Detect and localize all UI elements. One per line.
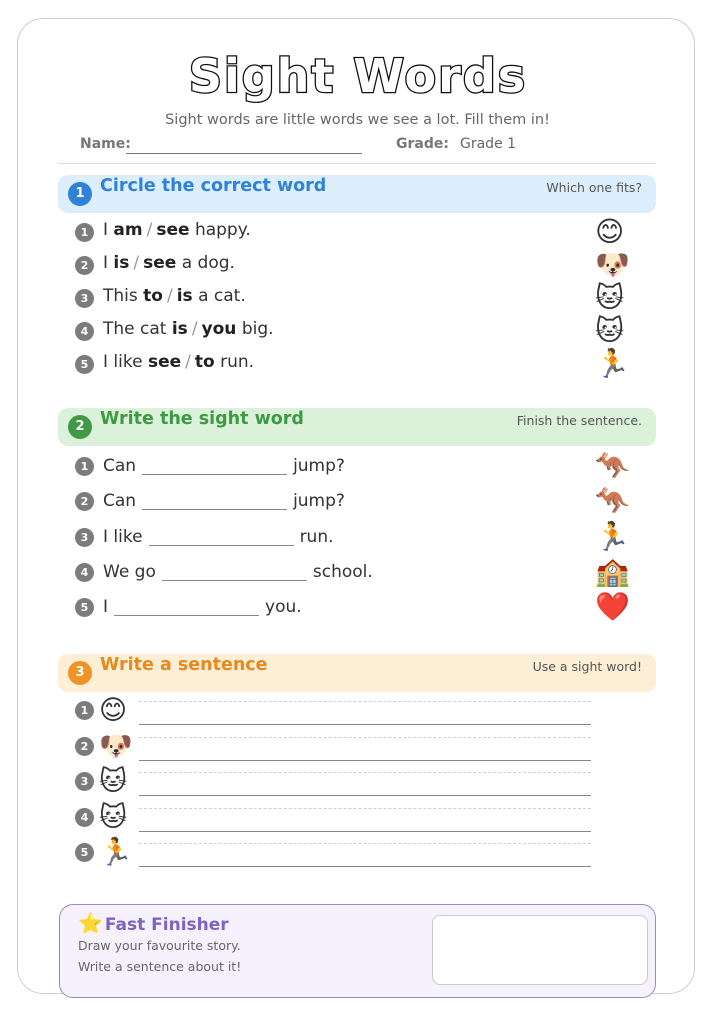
section-hint: Which one fits? [546, 180, 642, 195]
sentence-end: school. [312, 562, 373, 582]
section-number: 2 [68, 415, 92, 439]
sentence-start: I [103, 597, 109, 617]
sentence-start: I [103, 253, 109, 273]
item-sentence [103, 525, 334, 547]
sentence-item [75, 768, 595, 802]
item-number: 1 [75, 701, 94, 720]
answer-blank[interactable] [142, 454, 287, 475]
section-title: Circle the correct word [100, 176, 327, 196]
smiling-face-icon: 😊 [595, 215, 625, 248]
item-sentence [103, 319, 274, 339]
item-sentence [103, 560, 373, 582]
section-hint: Finish the sentence. [516, 413, 642, 428]
kangaroo-icon: 🦘 [595, 484, 630, 517]
cat-face-icon: 🐱 [99, 766, 128, 797]
item-number: 2 [75, 492, 94, 511]
name-field[interactable] [126, 153, 362, 154]
dog-face-icon: 🐶 [595, 248, 630, 281]
section-number: 1 [68, 182, 92, 206]
star-icon: ⭐ [78, 911, 103, 935]
circle-item [75, 281, 635, 314]
fill-in-item [75, 555, 635, 588]
circle-item [75, 314, 635, 347]
fast-finisher-instruction-1: Draw your favourite story. [78, 938, 241, 953]
circle-item [75, 215, 635, 248]
item-sentence [103, 352, 254, 372]
page-title-text: Sight Words [188, 49, 527, 103]
fill-in-item [75, 520, 635, 553]
item-number: 1 [75, 457, 94, 476]
section-2-header [58, 408, 656, 446]
sentence-end: run. [220, 352, 255, 372]
item-sentence [103, 286, 246, 306]
item-number: 4 [75, 563, 94, 582]
option-separator: / [166, 286, 173, 306]
sentence-start: Can [103, 491, 137, 511]
item-number: 4 [75, 808, 94, 827]
option-separator: / [191, 319, 198, 339]
item-sentence [103, 220, 251, 240]
cat-face-icon: 🐱 [595, 314, 625, 347]
sentence-start: I [103, 220, 109, 240]
dog-face-icon: 🐶 [99, 731, 133, 762]
writing-lines[interactable] [139, 808, 591, 832]
sentence-start: We go [103, 562, 156, 582]
student-info-row [80, 136, 640, 158]
school-icon: 🏫 [595, 555, 630, 588]
sentence-start: I like [103, 352, 143, 372]
sentence-item [75, 804, 595, 838]
answer-blank[interactable] [149, 525, 294, 546]
sentence-start: Can [103, 456, 137, 476]
section-hint: Use a sight word! [532, 659, 642, 674]
sentence-item [75, 697, 595, 731]
cat-face-icon: 🐱 [99, 802, 128, 833]
word-option-2[interactable]: to [194, 352, 215, 372]
item-number: 2 [75, 256, 94, 275]
circle-item [75, 347, 635, 380]
word-option-2[interactable]: you [201, 319, 237, 339]
sentence-end: jump? [293, 491, 345, 511]
sentence-start: The cat [103, 319, 167, 339]
item-number: 5 [75, 843, 94, 862]
item-sentence [103, 253, 235, 273]
option-separator: / [185, 352, 191, 372]
sentence-start: I like [103, 527, 143, 547]
header-divider [58, 163, 656, 164]
sentence-item [75, 839, 595, 873]
word-option-1[interactable]: is [113, 253, 130, 273]
sentence-end: you. [265, 597, 302, 617]
sentence-end: big. [241, 319, 274, 339]
sentence-end: a dog. [181, 253, 235, 273]
item-sentence [103, 454, 345, 476]
section-title: Write a sentence [100, 655, 268, 675]
page-title [0, 38, 715, 110]
answer-blank[interactable] [114, 595, 259, 616]
grade-label: Grade: [396, 136, 449, 152]
writing-lines[interactable] [139, 701, 591, 725]
item-number: 3 [75, 289, 94, 308]
word-option-1[interactable]: is [171, 319, 188, 339]
item-number: 1 [75, 223, 94, 242]
item-number: 5 [75, 598, 94, 617]
kangaroo-icon: 🦘 [595, 449, 630, 482]
writing-lines[interactable] [139, 772, 591, 796]
item-number: 3 [75, 772, 94, 791]
grade-value: Grade 1 [460, 136, 517, 152]
word-option-2[interactable]: is [176, 286, 193, 306]
heart-icon: ❤️ [595, 590, 630, 623]
runner-icon: 🏃 [99, 837, 133, 868]
item-number: 4 [75, 322, 94, 341]
fill-in-item [75, 484, 635, 517]
item-number: 5 [75, 355, 94, 374]
runner-icon: 🏃 [595, 347, 630, 380]
fill-in-item [75, 449, 635, 482]
sentence-start: This [103, 286, 138, 306]
section-3-header [58, 654, 656, 692]
fast-finisher-instruction-2: Write a sentence about it! [78, 959, 242, 974]
option-separator: / [133, 253, 140, 273]
name-label: Name: [80, 136, 131, 152]
page-title-art [148, 38, 568, 110]
section-title: Write the sight word [100, 409, 304, 429]
answer-blank[interactable] [142, 489, 287, 510]
word-option-2[interactable]: see [156, 220, 190, 240]
option-separator: / [146, 220, 153, 240]
cat-face-icon: 🐱 [595, 281, 625, 314]
fast-finisher-box [59, 904, 656, 998]
sentence-end: happy. [194, 220, 251, 240]
smiling-face-icon: 😊 [99, 695, 128, 726]
sentence-end: a cat. [198, 286, 246, 306]
item-number: 3 [75, 528, 94, 547]
drawing-area[interactable] [432, 915, 648, 985]
fast-finisher-heading: Fast Finisher [104, 915, 229, 935]
runner-icon: 🏃 [595, 520, 630, 553]
item-sentence [103, 489, 345, 511]
answer-blank[interactable] [162, 560, 307, 581]
sentence-item [75, 733, 595, 767]
item-sentence [103, 595, 302, 617]
fast-finisher-title [78, 911, 229, 935]
item-number: 2 [75, 737, 94, 756]
writing-lines[interactable] [139, 843, 591, 867]
section-number: 3 [68, 661, 92, 685]
word-option-1[interactable]: see [147, 352, 182, 372]
sentence-end: jump? [293, 456, 345, 476]
writing-lines[interactable] [139, 737, 591, 761]
word-option-2[interactable]: see [143, 253, 177, 273]
section-1-header [58, 175, 656, 213]
word-option-1[interactable]: to [143, 286, 163, 306]
fill-in-item [75, 590, 635, 623]
sentence-end: run. [299, 527, 334, 547]
circle-item [75, 248, 635, 281]
word-option-1[interactable]: am [113, 220, 143, 240]
subtitle: Sight words are little words we see a lot. Fill them in! [165, 112, 550, 128]
